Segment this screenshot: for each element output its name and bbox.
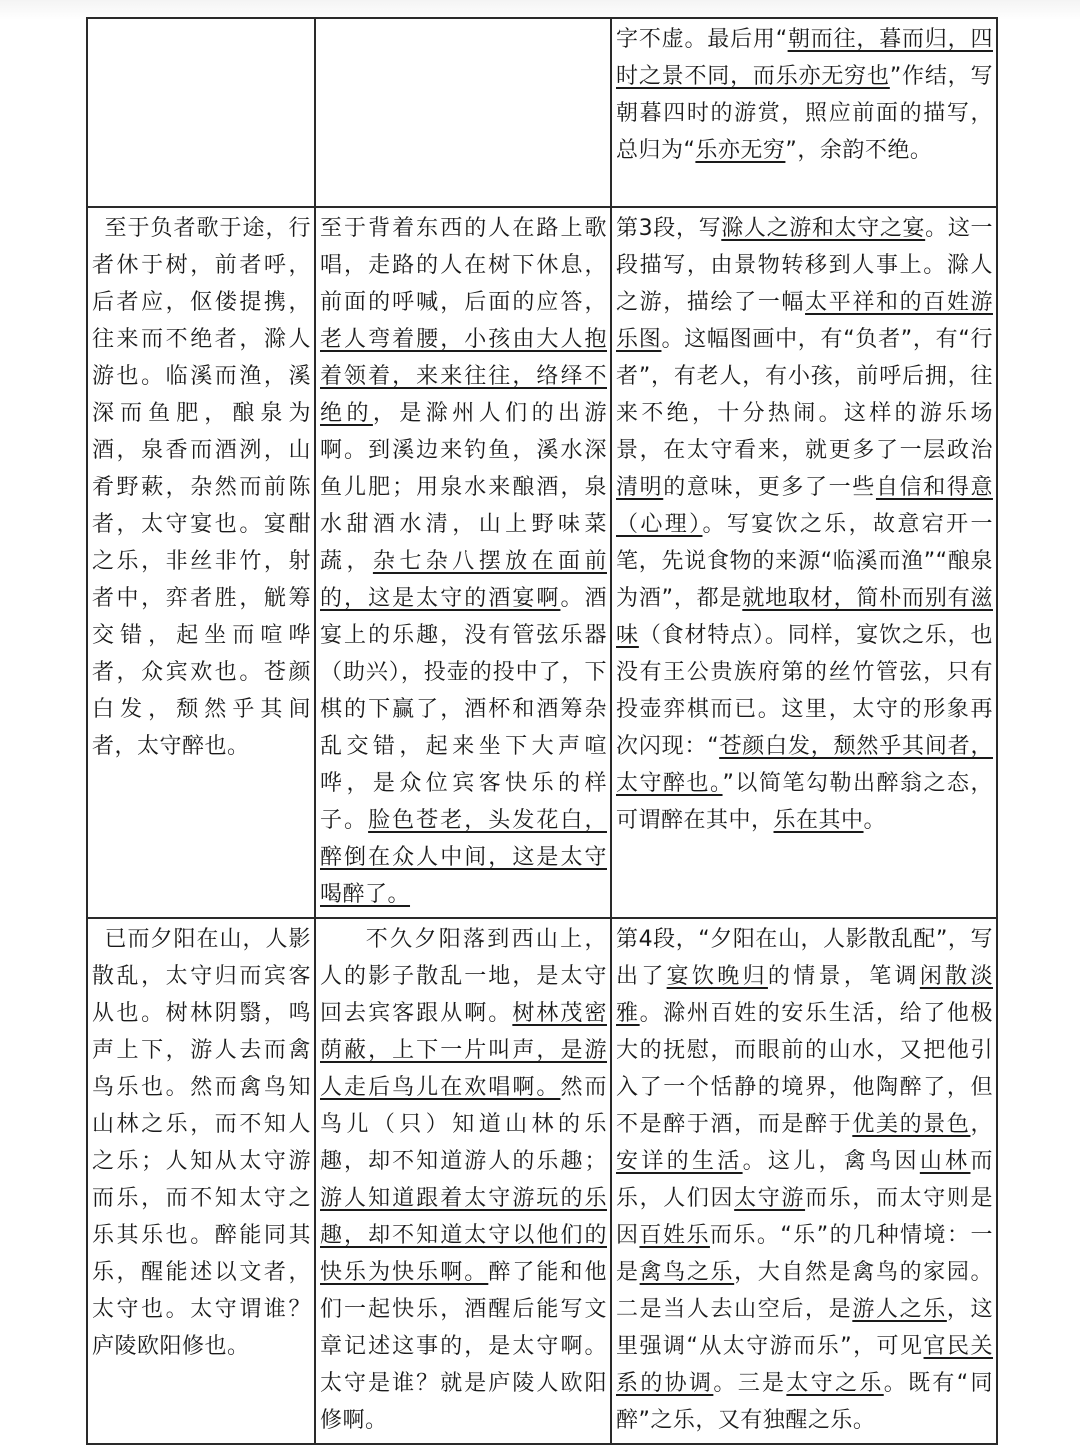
underlined-phrase: 杂七杂八摆放在面前的，这是太守的酒宴啊 xyxy=(320,549,607,611)
text-run: （食材特点）。同样，宴饮之乐，也没有王公贵族府第的丝竹管弦，只有投壶弈棋而已。这里，太守的形象再次闪现：“ xyxy=(616,623,993,759)
translation-cell xyxy=(315,207,611,918)
underlined-phrase: 朝而往，暮而归，四时之景不同，而乐亦无穷也 xyxy=(616,27,993,89)
underlined-phrase: 游人知道跟着太守游玩的乐趣，却不知道太守以他们的快乐为快乐啊。 xyxy=(320,1186,607,1285)
underlined-phrase: 老人弯着腰，小孩由大人抱着领着，来来往往，络绎不绝的 xyxy=(320,327,607,426)
original-text: 至于负者歌于途，行者休于树，前者呼，后者应，伛偻提携，往来而不绝者，滁人游也。临溪而渔，溪深而鱼肥，酿泉为酒，泉香而酒洌，山肴野蔌，杂然而前陈者，太守宴也。宴酣之乐，非丝非竹，射者中，弈者胜，觥筹交错，起坐而喧哗者，众宾欢也。苍颜白发，颓然乎其间者，太守醉也。 xyxy=(92,216,311,759)
text-run: 第4段，“夕阳在山，人影散乱配”，写出了 xyxy=(616,927,993,989)
text-run: 。既有“同醉”之乐，又有独醒之乐。 xyxy=(616,1371,993,1433)
underlined-phrase: 官民关系的协调 xyxy=(616,1334,993,1396)
underlined-phrase: 滁人之游和太守之宴 xyxy=(721,216,926,241)
text-run: 。这一段描写，由景物转移到人事上。滁人之游，描绘了一幅 xyxy=(616,216,993,315)
analysis-cell xyxy=(611,18,997,207)
underlined-phrase: 安详的生活 xyxy=(616,1149,743,1174)
underlined-phrase: 游人之乐 xyxy=(852,1297,947,1322)
underlined-phrase: 就地取材，简朴而别有滋味 xyxy=(616,586,993,648)
translation-table xyxy=(86,17,998,1445)
text-run: 。这儿，禽鸟因 xyxy=(742,1149,920,1174)
underlined-phrase: 太守之乐 xyxy=(786,1371,884,1396)
text-run: ”以简笔勾勒出醉翁之态，可谓醉在其中， xyxy=(616,771,993,833)
text-run: ”，余韵不绝。 xyxy=(785,138,933,163)
underlined-phrase: 树林茂密荫蔽，上下一片叫声，是游人走后鸟儿在欢唱啊。 xyxy=(320,1001,607,1100)
text-run: 而乐，而太守则是因 xyxy=(616,1186,993,1248)
table-row xyxy=(87,918,997,1444)
text-run: 。写宴饮之乐，故意宕开一笔，先说食物的来源“临溪而渔”“酿泉为酒”，都是 xyxy=(616,512,993,611)
text-run: 第3段，写 xyxy=(616,216,722,241)
underlined-phrase: 自信和得意（心理） xyxy=(616,475,993,537)
text-run: 。 xyxy=(863,808,887,833)
text-run: 。这幅图画中，有“负者”，有“行者”，有老人，有小孩，前呼后拥，往来不绝，十分热闹。这样的游乐场景，在太守看来，就更多了一层政治 xyxy=(616,327,993,463)
analysis-cell xyxy=(611,207,997,918)
underlined-phrase: 太平祥和的百姓游乐图 xyxy=(616,290,993,352)
underlined-phrase: 优美的景色 xyxy=(852,1112,971,1137)
translation-cell xyxy=(315,18,611,207)
text-run: 字不虚。最后用“ xyxy=(616,27,788,52)
original-text-cell xyxy=(87,918,315,1444)
underlined-phrase: 乐在其中 xyxy=(773,808,864,833)
analysis-cell xyxy=(611,918,997,1444)
original-text-cell xyxy=(87,207,315,918)
table-row xyxy=(87,207,997,918)
text-run: 。滁州百姓的安乐生活，给了他极大的抚慰，而眼前的山水，又把他引入了一个恬静的境界，他陶醉了，但不是醉于酒，而是醉于 xyxy=(616,1001,993,1137)
text-run: ，这里强调“从太守游而乐”，可见 xyxy=(616,1297,993,1359)
text-run: 而乐，人们因 xyxy=(616,1149,993,1211)
table-row xyxy=(87,18,997,207)
underlined-phrase: 清明 xyxy=(616,475,664,500)
original-text: 已而夕阳在山，人影散乱，太守归而宾客从也。树林阴翳，鸣声上下，游人去而禽鸟乐也。然而禽鸟知山林之乐，而不知人之乐；人知从太守游而乐，而不知太守之乐其乐也。醉能同其乐，醒能述以文者，太守也。太守谓谁？庐陵欧阳修也。 xyxy=(92,927,311,1359)
text-run: ， xyxy=(970,1112,993,1137)
underlined-phrase: 乐亦无穷 xyxy=(695,138,786,163)
text-run: ，是滁州人们的出游啊。到溪边来钓鱼，溪水深鱼儿肥；用泉水来酿酒，泉水甜酒水清，山上野味菜蔬， xyxy=(320,401,607,574)
translation-cell xyxy=(315,918,611,1444)
text-run: 至于背着东西的人在路上歌唱，走路的人在树下休息，前面的呼喊，后面的应答， xyxy=(320,216,607,315)
text-run: ”作结，写朝暮四时的游赏，照应前面的描写，总归为“ xyxy=(616,64,993,163)
underlined-phrase: 宴饮晚归 xyxy=(666,964,768,989)
text-run: ，大自然是禽鸟的家园。二是当人去山空后，是 xyxy=(616,1260,993,1322)
underlined-phrase: 山林 xyxy=(919,1149,971,1174)
underlined-phrase: 脸色苍老，头发花白，醉倒在众人中间，这是太守喝醉了。 xyxy=(320,808,607,907)
text-run: 醉了能和他们一起快乐，酒醒后能写文章记述这事的，是太守啊。太守是谁？就是庐陵人欧阳修啊。 xyxy=(320,1260,607,1433)
text-run: 而乐。“乐”的几种情境：一是 xyxy=(616,1223,993,1285)
underlined-phrase: 闲散淡雅 xyxy=(616,964,993,1026)
original-text-cell xyxy=(87,18,315,207)
underlined-phrase: 苍颜白发，颓然乎其间者，太守醉也。 xyxy=(616,734,993,796)
text-run: 不久夕阳落到西山上，人的影子散乱一地，是太守回去宾客跟从啊。 xyxy=(320,927,607,1026)
text-run: 的意味，更多了一些 xyxy=(663,475,876,500)
underlined-phrase: 禽鸟之乐 xyxy=(639,1260,735,1285)
text-run: 。三是 xyxy=(713,1371,787,1396)
underlined-phrase: 百姓乐 xyxy=(639,1223,710,1248)
underlined-phrase: 太守游 xyxy=(734,1186,806,1211)
text-run: 的情景，笔调 xyxy=(767,964,920,989)
text-run: 。酒宴上的乐趣，没有管弦乐器（助兴），投壶的投中了，下棋的下赢了，酒杯和酒筹杂乱交错，起来坐下大声喧哗，是众位宾客快乐的样子。 xyxy=(320,586,607,833)
text-run: 然而鸟儿（只）知道山林的乐趣，却不知道游人的乐趣； xyxy=(320,1075,607,1174)
